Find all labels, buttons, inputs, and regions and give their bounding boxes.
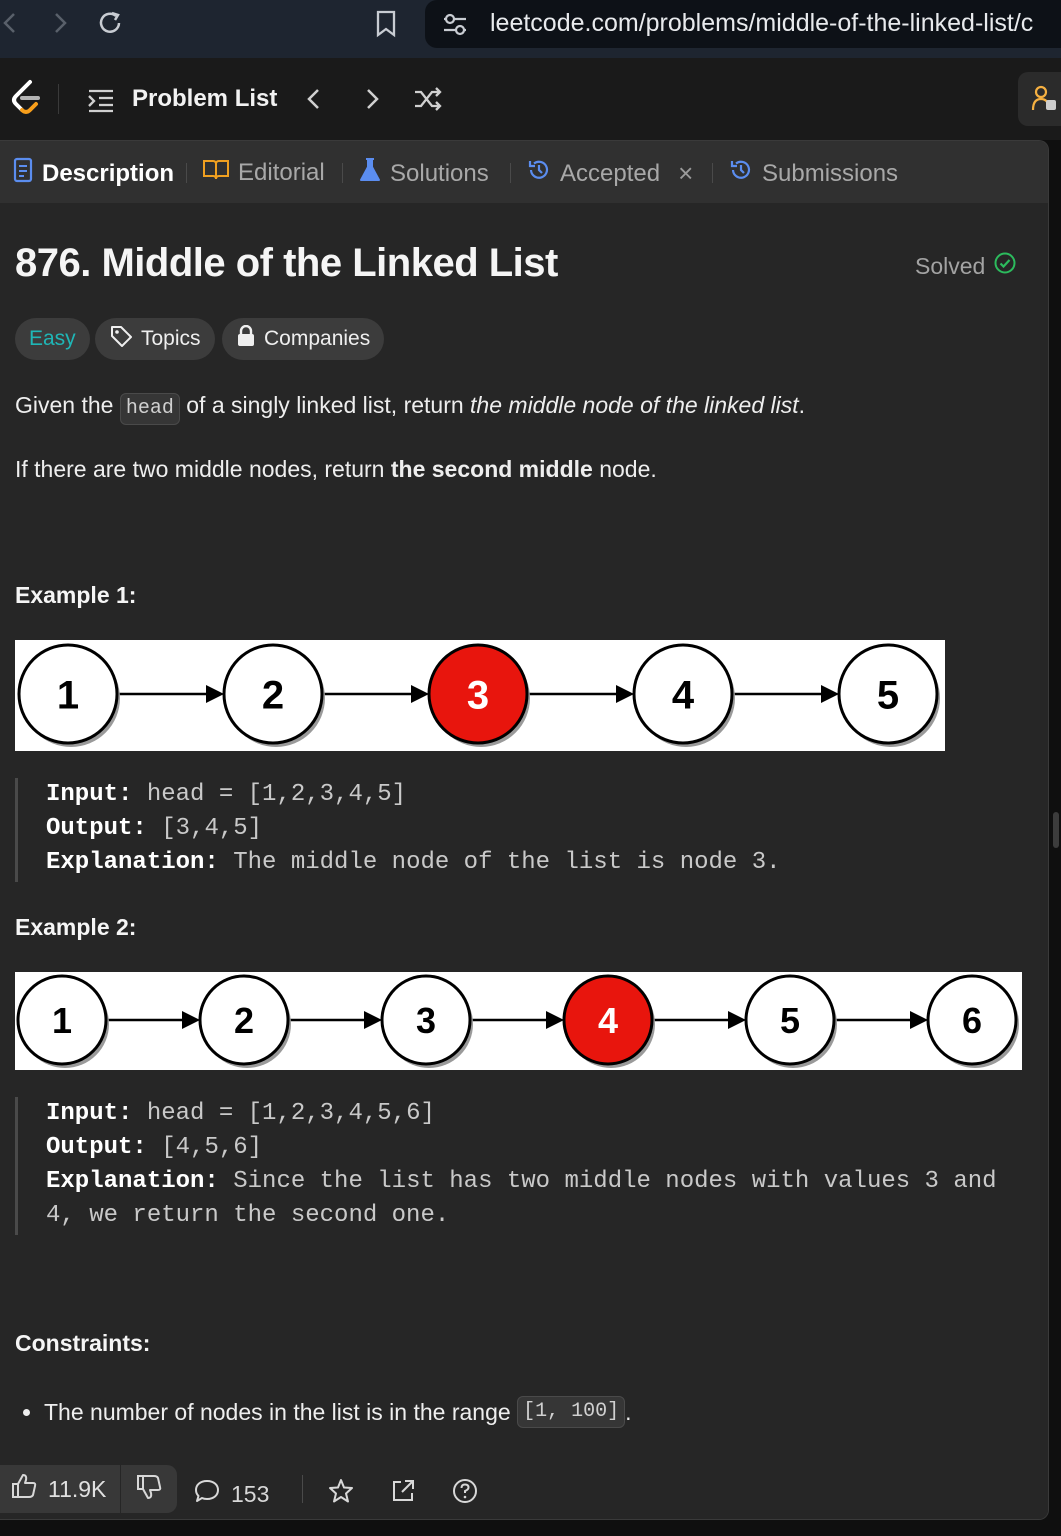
shuffle-icon[interactable] xyxy=(412,84,444,119)
panel-resize-handle[interactable] xyxy=(1053,812,1059,848)
companies-button[interactable] xyxy=(222,318,384,360)
problem-list-link[interactable]: Problem List xyxy=(132,85,278,112)
help-button[interactable] xyxy=(451,1477,479,1511)
example-explanation xyxy=(46,846,781,880)
explanation-label: Explanation: xyxy=(46,849,219,876)
list-node xyxy=(19,645,120,747)
input-value: head = [1,2,3,4,5,6] xyxy=(146,1100,435,1127)
inline-code: head xyxy=(120,393,180,425)
node-label: 2 xyxy=(261,673,285,718)
premium-button[interactable] xyxy=(1018,72,1061,126)
prev-problem-icon[interactable] xyxy=(302,84,326,119)
node-label: 3 xyxy=(415,999,437,1041)
constraint-item xyxy=(15,1396,631,1428)
leetcode-logo-icon[interactable] xyxy=(8,78,44,123)
nav-divider xyxy=(58,84,59,114)
list-node-middle xyxy=(429,645,530,747)
back-icon[interactable] xyxy=(0,8,22,43)
page-title: 876. Middle of the Linked List xyxy=(15,241,558,285)
arrow-head xyxy=(821,685,839,703)
tab-submissions[interactable] xyxy=(728,157,898,190)
description-paragraph-1 xyxy=(15,388,805,425)
output-value: [3,4,5] xyxy=(161,815,263,842)
node-label: 4 xyxy=(671,673,695,718)
explanation-label: Explanation: xyxy=(46,1168,219,1195)
example-1-heading: Example 1: xyxy=(15,582,137,608)
app-navbar xyxy=(0,58,1061,140)
tag-icon xyxy=(109,324,133,354)
output-label: Output: xyxy=(46,1134,147,1161)
tab-description[interactable] xyxy=(12,157,174,190)
thumbs-up-icon xyxy=(10,1472,38,1506)
node-label: 5 xyxy=(779,999,801,1041)
topics-button[interactable] xyxy=(95,318,215,360)
node-label: 6 xyxy=(961,999,983,1041)
text: of a singly linked list, return xyxy=(179,392,471,418)
example-explanation-continued: 4, we return the second one. xyxy=(46,1202,450,1229)
node-label: 2 xyxy=(233,999,255,1041)
emphasis-text: the middle node of the linked list xyxy=(470,392,799,418)
text: Given the xyxy=(15,392,120,418)
node-label: 1 xyxy=(56,673,80,718)
node-label: 5 xyxy=(876,673,900,718)
arrow-head xyxy=(546,1011,564,1029)
thumbs-down-icon xyxy=(135,1473,163,1506)
arrow-head xyxy=(728,1011,746,1029)
comment-count: 153 xyxy=(231,1480,270,1507)
solved-status xyxy=(915,251,1017,281)
text: . xyxy=(798,392,806,418)
tab-bar xyxy=(0,141,1049,203)
companies-label: Companies xyxy=(264,327,371,350)
text: node. xyxy=(592,456,657,482)
tab-label: Accepted xyxy=(560,159,661,187)
tab-label: Editorial xyxy=(238,158,325,186)
bookmark-icon[interactable] xyxy=(372,8,400,45)
star-icon xyxy=(327,1477,355,1511)
example-input xyxy=(46,1097,997,1131)
like-count: 11.9K xyxy=(48,1475,107,1502)
example-1-io xyxy=(15,778,781,882)
output-value: [4,5,6] xyxy=(161,1134,263,1161)
list-node xyxy=(746,976,837,1068)
inline-code: [1, 100] xyxy=(517,1396,625,1428)
footer-divider xyxy=(302,1475,303,1503)
address-bar[interactable] xyxy=(425,0,1061,48)
tab-separator xyxy=(510,163,511,183)
arrow-head xyxy=(182,1011,200,1029)
list-node xyxy=(634,645,735,747)
bottom-action-bar xyxy=(0,1441,1049,1520)
node-label: 3 xyxy=(466,673,490,718)
input-label: Input: xyxy=(46,1100,133,1127)
bullet-icon xyxy=(23,1409,30,1416)
check-circle-icon xyxy=(993,251,1017,281)
list-node xyxy=(839,645,940,747)
reload-icon[interactable] xyxy=(96,8,126,43)
problem-list-icon[interactable] xyxy=(86,86,116,119)
list-node xyxy=(224,645,325,747)
example-1-diagram xyxy=(15,640,945,751)
help-icon xyxy=(451,1477,479,1511)
arrow-head xyxy=(616,685,634,703)
output-label: Output: xyxy=(46,815,147,842)
example-output xyxy=(46,1131,997,1165)
like-button[interactable] xyxy=(0,1465,120,1513)
forward-icon[interactable] xyxy=(48,8,70,43)
history-icon xyxy=(728,157,754,190)
example-2-heading: Example 2: xyxy=(15,914,137,940)
constraint-text: The number of nodes in the list is in the range xyxy=(44,1398,511,1425)
tab-separator xyxy=(712,163,713,183)
tab-solutions[interactable] xyxy=(358,157,489,190)
example-explanation xyxy=(46,1165,997,1199)
explanation-text: Since the list has two middle nodes with values 3 and xyxy=(233,1168,997,1195)
topics-label: Topics xyxy=(141,327,201,350)
comments-button[interactable] xyxy=(193,1477,269,1511)
arrow-head xyxy=(411,685,429,703)
example-input xyxy=(46,778,781,812)
example-output xyxy=(46,812,781,846)
comment-icon xyxy=(193,1477,221,1511)
list-node xyxy=(382,976,473,1068)
input-value: head = [1,2,3,4,5] xyxy=(146,781,407,808)
difficulty-badge: Easy xyxy=(15,318,90,360)
close-tab-button[interactable]: × xyxy=(678,158,694,188)
input-label: Input: xyxy=(46,781,133,808)
flask-icon xyxy=(358,157,382,190)
description-icon xyxy=(12,157,34,190)
text: . xyxy=(625,1398,632,1425)
description-paragraph-2 xyxy=(15,452,657,486)
tab-editorial[interactable] xyxy=(202,157,325,188)
tab-accepted[interactable] xyxy=(526,157,693,190)
arrow-head xyxy=(910,1011,928,1029)
lock-icon xyxy=(236,325,256,353)
share-icon xyxy=(389,1477,417,1511)
book-icon xyxy=(202,157,230,188)
dislike-button[interactable] xyxy=(120,1465,177,1513)
tab-label: Description xyxy=(42,159,175,187)
list-node xyxy=(200,976,291,1068)
browser-toolbar xyxy=(0,0,1061,58)
bold-text: the second middle xyxy=(390,456,593,482)
node-label: 1 xyxy=(51,999,73,1041)
list-node xyxy=(928,976,1019,1068)
solved-label: Solved xyxy=(915,252,986,279)
premium-icon xyxy=(1030,84,1058,119)
tab-separator xyxy=(342,163,343,183)
share-button[interactable] xyxy=(389,1477,417,1511)
description-panel xyxy=(0,140,1049,1520)
tab-label: Solutions xyxy=(390,159,489,187)
list-node xyxy=(18,976,109,1068)
list-node-middle xyxy=(564,976,655,1068)
tab-separator xyxy=(186,163,187,183)
vote-group xyxy=(0,1465,177,1513)
site-settings-icon[interactable] xyxy=(441,11,469,42)
tab-label: Submissions xyxy=(762,159,899,187)
history-icon xyxy=(526,157,552,190)
example-2-io xyxy=(15,1097,997,1235)
arrow-head xyxy=(206,685,224,703)
node-label: 4 xyxy=(597,999,619,1041)
next-problem-icon[interactable] xyxy=(360,84,384,119)
explanation-text: The middle node of the list is node 3. xyxy=(233,849,781,876)
arrow-head xyxy=(364,1011,382,1029)
url-text: leetcode.com/problems/middle-of-the-linked-list/c xyxy=(490,9,1034,37)
text: If there are two middle nodes, return xyxy=(15,456,391,482)
favorite-button[interactable] xyxy=(327,1477,355,1511)
constraints-heading: Constraints: xyxy=(15,1330,151,1356)
example-2-diagram xyxy=(15,972,1022,1070)
